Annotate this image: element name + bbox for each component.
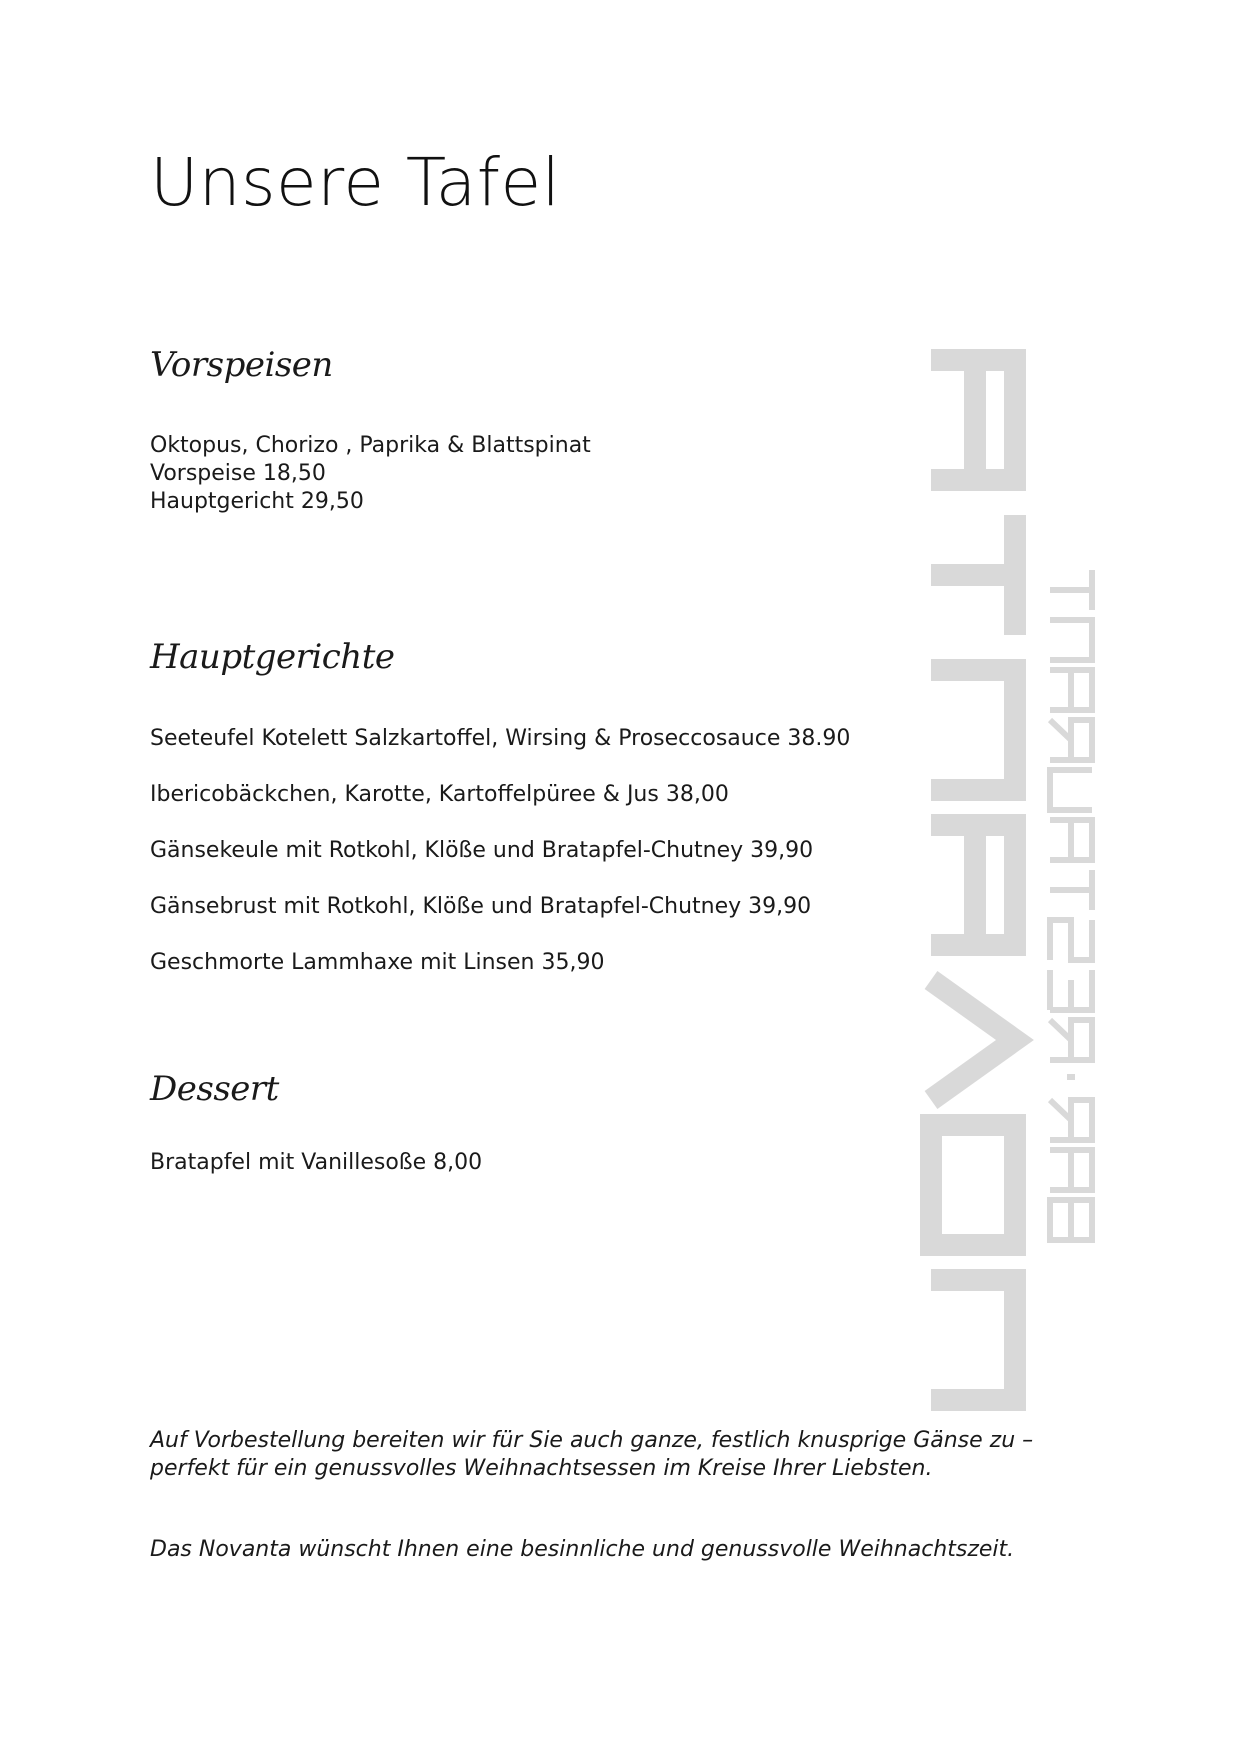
section-heading-vorspeisen: Vorspeisen <box>150 345 333 385</box>
novanta-wordmark <box>931 360 1015 1400</box>
section-heading-dessert: Dessert <box>150 1069 279 1109</box>
page-title: Unsere Tafel <box>150 144 561 221</box>
main-dish-item: Gänsekeule mit Rotkohl, Klöße und Bratapfel-Chutney 39,90 <box>150 838 814 863</box>
main-dish-item: Seeteufel Kotelett Salzkartoffel, Wirsing & Proseccosauce 38.90 <box>150 726 851 751</box>
preorder-note-line-2: perfekt für ein genussvolles Weihnachtsessen im Kreise Ihrer Liebsten. <box>150 1456 933 1481</box>
main-dish-item: Geschmorte Lammhaxe mit Linsen 35,90 <box>150 950 605 975</box>
starter-price-hauptgericht: Hauptgericht 29,50 <box>150 489 364 514</box>
starter-line: Oktopus, Chorizo , Paprika & Blattspinat <box>150 433 591 458</box>
preorder-note-line-1: Auf Vorbestellung bereiten wir für Sie auch ganze, festlich knusprige Gänse zu – <box>150 1428 1034 1453</box>
main-dish-item: Ibericobäckchen, Karotte, Kartoffelpüree & Jus 38,00 <box>150 782 729 807</box>
novanta-tagline <box>1050 570 1092 1240</box>
starter-price-vorspeise: Vorspeise 18,50 <box>150 461 326 486</box>
main-dish-item: Gänsebrust mit Rotkohl, Klöße und Bratapfel-Chutney 39,90 <box>150 894 812 919</box>
section-heading-hauptgerichte: Hauptgerichte <box>150 637 395 677</box>
dessert-item: Bratapfel mit Vanillesoße 8,00 <box>150 1150 483 1175</box>
greeting-note: Das Novanta wünscht Ihnen eine besinnliche und genussvolle Weihnachtszeit. <box>150 1537 1015 1562</box>
novanta-logo <box>920 340 1110 1420</box>
